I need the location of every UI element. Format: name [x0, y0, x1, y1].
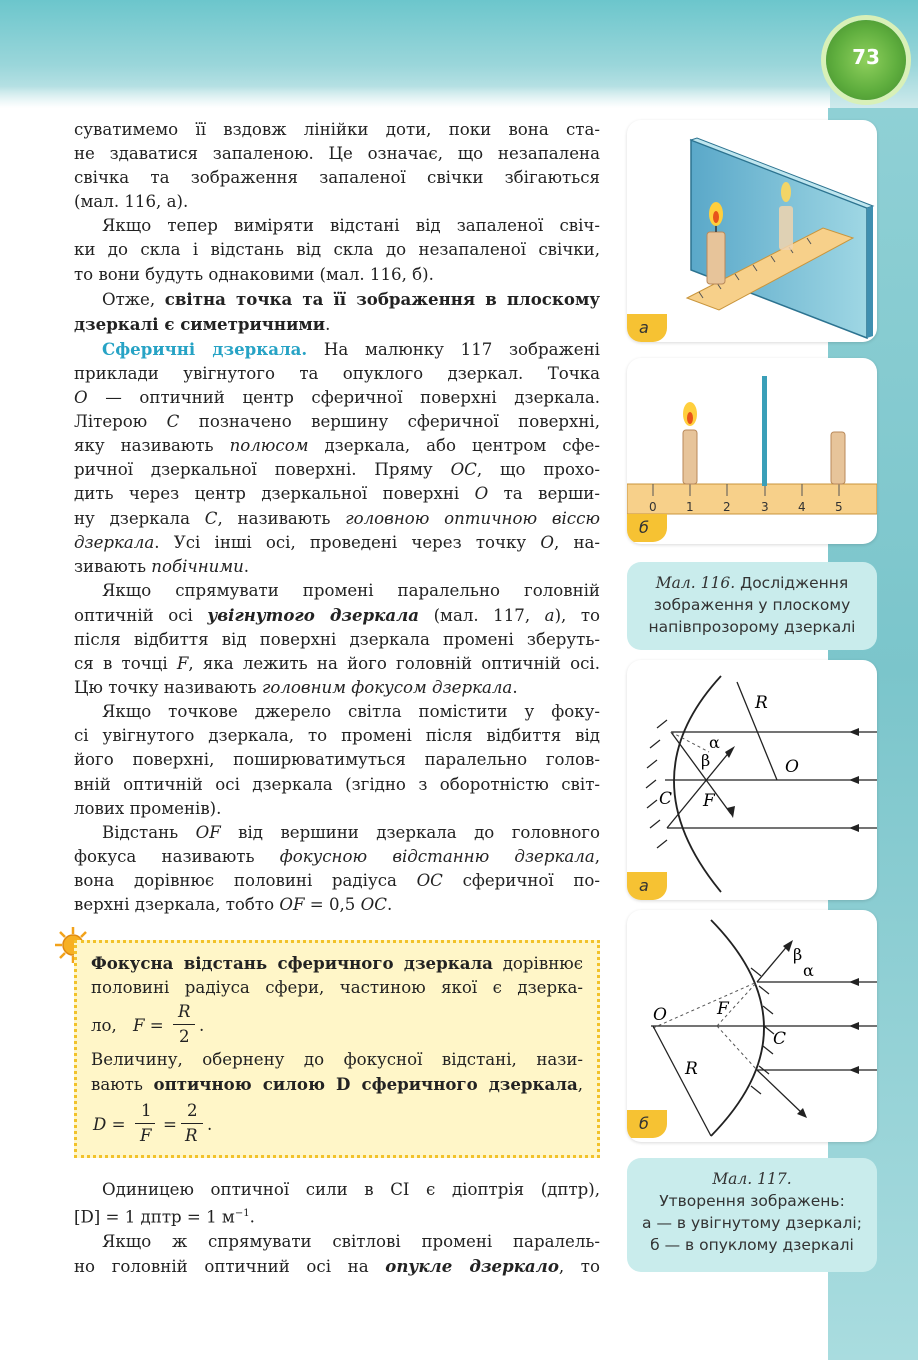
paragraph-point-source: [74, 700, 600, 820]
label-O: O: [785, 757, 799, 777]
definition-box: [74, 940, 600, 1158]
label-F: F: [717, 999, 729, 1019]
text-line: [D] = 1 дптр = 1 $м^{-1}$.: [74, 1207, 255, 1227]
figure-116-caption: Мал. 116. Дослідження зображення у плоскому напівпрозорому дзеркалі: [627, 562, 877, 650]
text-line: Цю точку називають головним фокусом дзеркала.: [74, 678, 518, 698]
label-alpha: α: [709, 733, 720, 752]
text-line: після відбиття від поверхні дзеркала промені зберуть-: [74, 629, 600, 649]
text-line: дзеркалі є симетричними.: [74, 313, 331, 334]
formula-F-num: R: [178, 1002, 191, 1021]
formula-focal-line: ло, F = R 2 .: [91, 1000, 583, 1048]
paragraph-diopter: [74, 1178, 600, 1230]
figure-117b-card: [627, 910, 877, 1142]
figure-116a-card: [627, 120, 877, 342]
figure-117a-concave-mirror: [627, 660, 877, 900]
label-R: R: [685, 1059, 698, 1079]
header-fade: [0, 86, 830, 108]
formula-F-den: 2: [179, 1027, 190, 1046]
text-line: (мал. 116, а).: [74, 192, 189, 212]
label-alpha: α: [803, 961, 814, 980]
figure-116a-image: [627, 120, 877, 342]
figure-117-caption: Мал. 117. Утворення зображень: а — в увігнутому дзеркалі; б — в опуклому дзеркалі: [627, 1158, 877, 1272]
label-R: R: [755, 693, 768, 713]
text-line: O — оптичний центр сферичної поверхні дзеркала.: [74, 388, 600, 408]
text-line: Одиницею оптичної сили в СІ є діоптрія (дптр),: [102, 1180, 600, 1199]
figure-117b-convex-mirror: [627, 910, 877, 1142]
text-line: лових променів).: [74, 798, 222, 818]
paragraph-focal-length: [74, 821, 600, 917]
text-line: його поверхні, поширюватимуться паралельно голов-: [74, 750, 600, 770]
text-line: яку називають полюсом дзеркала, або центром сфе-: [74, 436, 600, 456]
text-line: вній оптичній осі дзеркала (згідно з оборотністю світ-: [74, 774, 600, 794]
ruler-tick-0: 0: [649, 500, 657, 514]
paragraph-3: [74, 287, 600, 337]
text-line: верхні дзеркала, тобто OF = 0,5 OC.: [74, 895, 393, 914]
text-line: Літерою C позначено вершину сферичної поверхні,: [74, 412, 601, 432]
caption-label: Мал. 116.: [655, 574, 736, 592]
formula-power-line: D = 1 F = 2 R .: [93, 1101, 213, 1145]
text-line: ся в точці F, яка лежить на його головній оптичній осі.: [74, 654, 600, 674]
paragraph-2: [74, 214, 600, 286]
label-C: C: [773, 1029, 787, 1049]
text-line: дить через центр дзеркальної поверхні O та верши-: [74, 484, 600, 504]
text-line: суватимемо її вздовж лінійки доти, поки вона ста-: [74, 120, 600, 139]
text-line: Величину, обернену до фокусної відстані, нази-: [91, 1050, 583, 1069]
text-line: Сферичні дзеркала. На малюнку 117 зображені: [102, 338, 600, 359]
label-O: O: [653, 1005, 667, 1025]
text-line: Відстань OF від вершини дзеркала до головного: [102, 822, 600, 842]
figure-117a-tag: а: [627, 872, 667, 900]
text-line: то вони будуть однаковими (мал. 116, б).: [74, 264, 434, 284]
formula-D-lhs: D =: [93, 1115, 126, 1134]
caption-label: Мал. 117.: [712, 1170, 792, 1188]
text-line: не здаватися запаленою. Це означає, що незапалена: [74, 144, 600, 164]
ruler-tick-1: 1: [686, 500, 694, 514]
figure-116b-card: [627, 358, 877, 544]
text-line: ну дзеркала C, називають головною оптичною віссю: [74, 508, 600, 528]
formula-F-lhs: F =: [133, 1016, 164, 1035]
ruler-tick-5: 5: [835, 500, 843, 514]
text-line: ричної дзеркальної поверхні. Пряму OC, що прохо-: [74, 460, 600, 480]
paragraph-convex: [74, 1230, 600, 1279]
page-number-badge: [826, 20, 906, 100]
definition-text: [91, 951, 583, 1147]
figure-116b-tag: б: [627, 514, 667, 542]
text-line: Фокусна відстань сферичного дзеркала дорівнює: [91, 953, 583, 973]
text-line: фокуса називають фокусною відстанню дзеркала,: [74, 846, 600, 866]
text-line: вона дорівнює половині радіуса OC сферичної по-: [74, 870, 600, 890]
section-heading: Сферичні дзеркала.: [102, 338, 308, 359]
label-beta: β: [793, 945, 803, 964]
paragraph-spherical-mirrors: [74, 337, 600, 579]
ruler-tick-2: 2: [723, 500, 731, 514]
text-line: оптичній осі увігнутого дзеркала (мал. 117, а), то: [74, 604, 600, 625]
page-number: 73: [852, 45, 880, 69]
text-line: но головній оптичний осі на опукле дзеркало, то: [74, 1255, 600, 1276]
text-block-bottom: [74, 1178, 600, 1279]
text-block-top: [74, 118, 600, 917]
label-C: C: [659, 789, 673, 809]
label-beta: β: [701, 751, 711, 770]
text-line: вають оптичною силою D сферичного дзеркала,: [91, 1074, 584, 1094]
paragraph-1: [74, 118, 600, 214]
text-line: сі увігнутого дзеркала, то промені після відбиття від: [74, 726, 600, 746]
figure-117b-tag: б: [627, 1110, 667, 1138]
ruler-tick-4: 4: [798, 500, 806, 514]
paragraph-concave-focus: [74, 579, 600, 700]
text-line: Якщо ж спрямувати світлові промені паралель-: [102, 1231, 600, 1251]
figure-116a-tag: а: [627, 314, 667, 342]
text-line: половині радіуса сфери, частиною якої є дзерка-: [91, 978, 583, 997]
text-line: приклади увігнутого та опуклого дзеркал. Точка: [74, 363, 600, 383]
text-line: Якщо точкове джерело світла помістити у фоку-: [102, 702, 600, 722]
label-F: F: [703, 791, 715, 811]
text-line: ки до скла і відстань від скла до незапаленої свічки,: [74, 240, 600, 260]
text-line: Якщо тепер виміряти відстані від запаленої свіч-: [102, 216, 600, 236]
text-line: зивають побічними.: [74, 556, 250, 576]
ruler-tick-3: 3: [761, 500, 769, 514]
text-line: дзеркала. Усі інші осі, проведені через точку O, на-: [74, 532, 601, 552]
text-line: Отже, світна точка та її зображення в плоскому: [102, 288, 600, 309]
figure-117a-card: [627, 660, 877, 900]
text-line: свічка та зображення запаленої свічки збігаються: [74, 168, 600, 188]
text-line: Якщо спрямувати промені паралельно головній: [102, 580, 600, 600]
